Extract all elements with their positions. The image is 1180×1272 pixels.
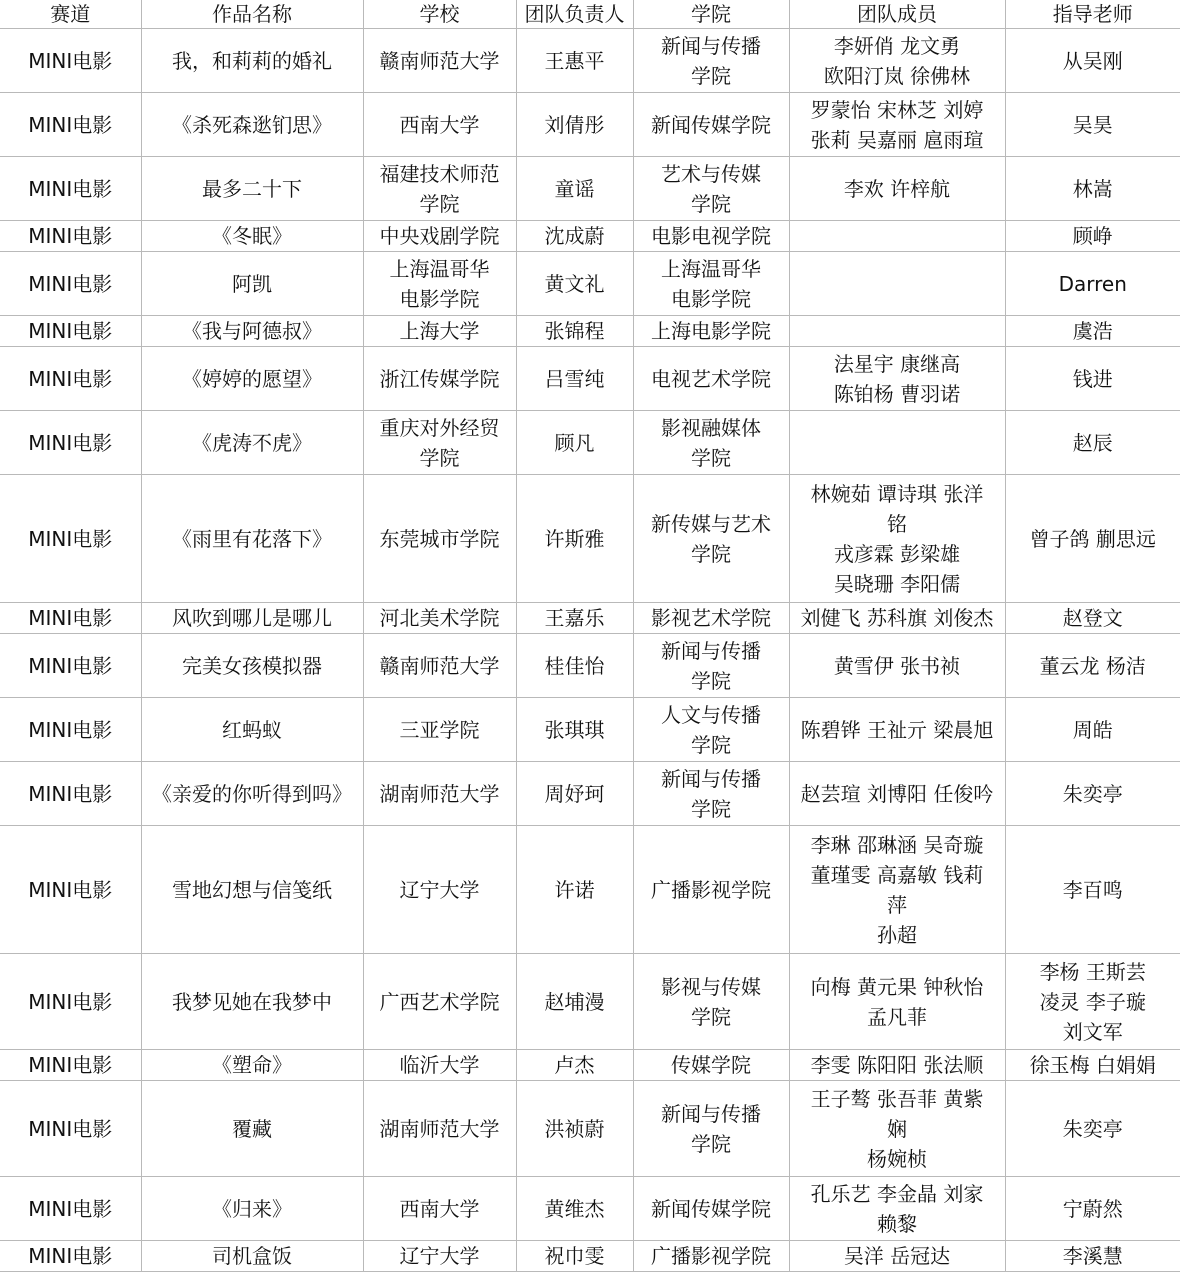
cell-school: 中央戏剧学院 bbox=[363, 221, 516, 252]
cell-work-title: 红蚂蚁 bbox=[141, 698, 363, 762]
table-row bbox=[0, 29, 1180, 93]
cell-college: 影视与传媒 学院 bbox=[633, 954, 789, 1050]
cell-track: MINI电影 bbox=[0, 252, 141, 316]
cell-team-leader: 沈成蔚 bbox=[516, 221, 633, 252]
cell-team-members bbox=[789, 316, 1005, 347]
cell-school: 重庆对外经贸 学院 bbox=[363, 411, 516, 475]
cell-advisor: 宁蔚然 bbox=[1005, 1177, 1180, 1241]
cell-college: 新闻与传播 学院 bbox=[633, 1081, 789, 1177]
cell-work-title: 司机盒饭 bbox=[141, 1241, 363, 1272]
cell-college: 人文与传播 学院 bbox=[633, 698, 789, 762]
cell-school: 湖南师范大学 bbox=[363, 762, 516, 826]
cell-team-members: 李欢 许梓航 bbox=[789, 157, 1005, 221]
cell-advisor: 钱进 bbox=[1005, 347, 1180, 411]
cell-work-title: 《虎涛不虎》 bbox=[141, 411, 363, 475]
cell-advisor: 李杨 王斯芸 凌灵 李子璇 刘文军 bbox=[1005, 954, 1180, 1050]
cell-college: 传媒学院 bbox=[633, 1050, 789, 1081]
cell-team-leader: 刘倩彤 bbox=[516, 93, 633, 157]
header-school: 学校 bbox=[363, 0, 516, 29]
cell-college: 新传媒与艺术 学院 bbox=[633, 475, 789, 603]
cell-team-members: 王子骜 张吾菲 黄紫 娴 杨婉桢 bbox=[789, 1081, 1005, 1177]
cell-team-members bbox=[789, 411, 1005, 475]
cell-team-leader: 赵埔漫 bbox=[516, 954, 633, 1050]
cell-college: 上海电影学院 bbox=[633, 316, 789, 347]
cell-work-title: 我梦见她在我梦中 bbox=[141, 954, 363, 1050]
cell-track: MINI电影 bbox=[0, 954, 141, 1050]
cell-work-title: 雪地幻想与信笺纸 bbox=[141, 826, 363, 954]
table-row bbox=[0, 221, 1180, 252]
header-team-leader: 团队负责人 bbox=[516, 0, 633, 29]
cell-track: MINI电影 bbox=[0, 634, 141, 698]
cell-college: 新闻与传播 学院 bbox=[633, 634, 789, 698]
cell-advisor: 李溪慧 bbox=[1005, 1241, 1180, 1272]
cell-track: MINI电影 bbox=[0, 157, 141, 221]
cell-advisor: 林嵩 bbox=[1005, 157, 1180, 221]
table-row bbox=[0, 252, 1180, 316]
table-row bbox=[0, 954, 1180, 1050]
cell-track: MINI电影 bbox=[0, 1081, 141, 1177]
cell-track: MINI电影 bbox=[0, 698, 141, 762]
cell-work-title: 《雨里有花落下》 bbox=[141, 475, 363, 603]
cell-school: 辽宁大学 bbox=[363, 826, 516, 954]
cell-school: 浙江传媒学院 bbox=[363, 347, 516, 411]
cell-track: MINI电影 bbox=[0, 762, 141, 826]
cell-school: 辽宁大学 bbox=[363, 1241, 516, 1272]
table-row bbox=[0, 1177, 1180, 1241]
table-row bbox=[0, 603, 1180, 634]
cell-team-members: 刘健飞 苏科旗 刘俊杰 bbox=[789, 603, 1005, 634]
cell-school: 湖南师范大学 bbox=[363, 1081, 516, 1177]
cell-work-title: 《亲爱的你听得到吗》 bbox=[141, 762, 363, 826]
cell-work-title: 《塑命》 bbox=[141, 1050, 363, 1081]
table-row bbox=[0, 826, 1180, 954]
cell-advisor: 李百鸣 bbox=[1005, 826, 1180, 954]
cell-college: 影视融媒体 学院 bbox=[633, 411, 789, 475]
cell-team-members bbox=[789, 221, 1005, 252]
cell-track: MINI电影 bbox=[0, 411, 141, 475]
cell-school: 赣南师范大学 bbox=[363, 634, 516, 698]
cell-advisor: 虞浩 bbox=[1005, 316, 1180, 347]
header-college: 学院 bbox=[633, 0, 789, 29]
cell-advisor: 董云龙 杨洁 bbox=[1005, 634, 1180, 698]
cell-advisor: 从吴刚 bbox=[1005, 29, 1180, 93]
cell-work-title: 完美女孩模拟器 bbox=[141, 634, 363, 698]
cell-school: 西南大学 bbox=[363, 1177, 516, 1241]
cell-team-leader: 桂佳怡 bbox=[516, 634, 633, 698]
cell-track: MINI电影 bbox=[0, 1177, 141, 1241]
header-work-title: 作品名称 bbox=[141, 0, 363, 29]
cell-team-leader: 张琪琪 bbox=[516, 698, 633, 762]
cell-track: MINI电影 bbox=[0, 475, 141, 603]
table-row bbox=[0, 475, 1180, 603]
cell-advisor: 赵辰 bbox=[1005, 411, 1180, 475]
cell-team-leader: 黄文礼 bbox=[516, 252, 633, 316]
table-row bbox=[0, 1241, 1180, 1272]
cell-team-leader: 童谣 bbox=[516, 157, 633, 221]
cell-advisor: 朱奕亭 bbox=[1005, 1081, 1180, 1177]
cell-advisor: 朱奕亭 bbox=[1005, 762, 1180, 826]
cell-school: 上海大学 bbox=[363, 316, 516, 347]
cell-college: 新闻传媒学院 bbox=[633, 1177, 789, 1241]
table-row bbox=[0, 157, 1180, 221]
cell-track: MINI电影 bbox=[0, 1050, 141, 1081]
cell-advisor: Darren bbox=[1005, 252, 1180, 316]
cell-team-leader: 黄维杰 bbox=[516, 1177, 633, 1241]
cell-school: 福建技术师范 学院 bbox=[363, 157, 516, 221]
cell-advisor: 吴昊 bbox=[1005, 93, 1180, 157]
cell-college: 广播影视学院 bbox=[633, 826, 789, 954]
cell-team-members: 李雯 陈阳阳 张法顺 bbox=[789, 1050, 1005, 1081]
cell-college: 上海温哥华 电影学院 bbox=[633, 252, 789, 316]
header-row bbox=[0, 0, 1180, 29]
cell-team-members: 陈碧铧 王祉亓 梁晨旭 bbox=[789, 698, 1005, 762]
cell-work-title: 《归来》 bbox=[141, 1177, 363, 1241]
cell-advisor: 曾子鸽 蒯思远 bbox=[1005, 475, 1180, 603]
cell-work-title: 覆藏 bbox=[141, 1081, 363, 1177]
table-row bbox=[0, 1050, 1180, 1081]
cell-college: 新闻与传播 学院 bbox=[633, 29, 789, 93]
cell-college: 影视艺术学院 bbox=[633, 603, 789, 634]
table-row bbox=[0, 634, 1180, 698]
header-track: 赛道 bbox=[0, 0, 141, 29]
table-body bbox=[0, 29, 1180, 1272]
cell-team-members: 向梅 黄元果 钟秋怡 孟凡菲 bbox=[789, 954, 1005, 1050]
header-advisor: 指导老师 bbox=[1005, 0, 1180, 29]
cell-team-members: 赵芸瑄 刘博阳 任俊吟 bbox=[789, 762, 1005, 826]
cell-school: 东莞城市学院 bbox=[363, 475, 516, 603]
cell-college: 电影电视学院 bbox=[633, 221, 789, 252]
cell-team-leader: 许诺 bbox=[516, 826, 633, 954]
cell-college: 艺术与传媒 学院 bbox=[633, 157, 789, 221]
cell-team-members: 李妍俏 龙文勇 欧阳汀岚 徐佛林 bbox=[789, 29, 1005, 93]
cell-team-leader: 祝巾雯 bbox=[516, 1241, 633, 1272]
cell-track: MINI电影 bbox=[0, 221, 141, 252]
cell-team-leader: 王惠平 bbox=[516, 29, 633, 93]
cell-work-title: 阿凯 bbox=[141, 252, 363, 316]
cell-school: 西南大学 bbox=[363, 93, 516, 157]
cell-team-members: 李琳 邵琳涵 吴奇璇 董瑾雯 高嘉敏 钱莉 萍 孙超 bbox=[789, 826, 1005, 954]
cell-school: 赣南师范大学 bbox=[363, 29, 516, 93]
cell-team-members bbox=[789, 252, 1005, 316]
cell-team-members: 孔乐艺 李金晶 刘家 赖黎 bbox=[789, 1177, 1005, 1241]
cell-advisor: 赵登文 bbox=[1005, 603, 1180, 634]
table-row bbox=[0, 93, 1180, 157]
cell-track: MINI电影 bbox=[0, 93, 141, 157]
cell-team-members: 黄雪伊 张书祯 bbox=[789, 634, 1005, 698]
cell-team-leader: 洪祯蔚 bbox=[516, 1081, 633, 1177]
cell-team-leader: 许斯雅 bbox=[516, 475, 633, 603]
cell-school: 广西艺术学院 bbox=[363, 954, 516, 1050]
cell-team-members: 罗蒙怡 宋林芝 刘婷 张莉 吴嘉丽 扈雨瑄 bbox=[789, 93, 1005, 157]
cell-track: MINI电影 bbox=[0, 29, 141, 93]
header-team-members: 团队成员 bbox=[789, 0, 1005, 29]
cell-college: 电视艺术学院 bbox=[633, 347, 789, 411]
table-row bbox=[0, 1081, 1180, 1177]
cell-work-title: 风吹到哪儿是哪儿 bbox=[141, 603, 363, 634]
table-row bbox=[0, 762, 1180, 826]
cell-work-title: 我，和莉莉的婚礼 bbox=[141, 29, 363, 93]
cell-school: 临沂大学 bbox=[363, 1050, 516, 1081]
cell-college: 新闻传媒学院 bbox=[633, 93, 789, 157]
table-row bbox=[0, 698, 1180, 762]
cell-work-title: 《婷婷的愿望》 bbox=[141, 347, 363, 411]
cell-team-members: 林婉茹 谭诗琪 张洋 铭 戎彦霖 彭梁雄 吴晓珊 李阳儒 bbox=[789, 475, 1005, 603]
cell-team-members: 法星宇 康继高 陈铂杨 曹羽诺 bbox=[789, 347, 1005, 411]
cell-track: MINI电影 bbox=[0, 826, 141, 954]
cell-team-leader: 张锦程 bbox=[516, 316, 633, 347]
cell-work-title: 《冬眠》 bbox=[141, 221, 363, 252]
cell-advisor: 徐玉梅 白娟娟 bbox=[1005, 1050, 1180, 1081]
cell-school: 河北美术学院 bbox=[363, 603, 516, 634]
cell-advisor: 顾峥 bbox=[1005, 221, 1180, 252]
cell-team-leader: 卢杰 bbox=[516, 1050, 633, 1081]
cell-work-title: 《杀死森逖钔思》 bbox=[141, 93, 363, 157]
cell-team-leader: 周妤珂 bbox=[516, 762, 633, 826]
table-row bbox=[0, 316, 1180, 347]
cell-track: MINI电影 bbox=[0, 1241, 141, 1272]
table-row bbox=[0, 347, 1180, 411]
cell-team-leader: 王嘉乐 bbox=[516, 603, 633, 634]
cell-college: 新闻与传播 学院 bbox=[633, 762, 789, 826]
cell-team-leader: 吕雪纯 bbox=[516, 347, 633, 411]
cell-track: MINI电影 bbox=[0, 347, 141, 411]
cell-school: 三亚学院 bbox=[363, 698, 516, 762]
cell-school: 上海温哥华 电影学院 bbox=[363, 252, 516, 316]
cell-advisor: 周皓 bbox=[1005, 698, 1180, 762]
cell-college: 广播影视学院 bbox=[633, 1241, 789, 1272]
table-row bbox=[0, 411, 1180, 475]
cell-team-leader: 顾凡 bbox=[516, 411, 633, 475]
cell-track: MINI电影 bbox=[0, 603, 141, 634]
cell-track: MINI电影 bbox=[0, 316, 141, 347]
cell-work-title: 最多二十下 bbox=[141, 157, 363, 221]
cell-work-title: 《我与阿德叔》 bbox=[141, 316, 363, 347]
cell-team-members: 吴洋 岳冠达 bbox=[789, 1241, 1005, 1272]
